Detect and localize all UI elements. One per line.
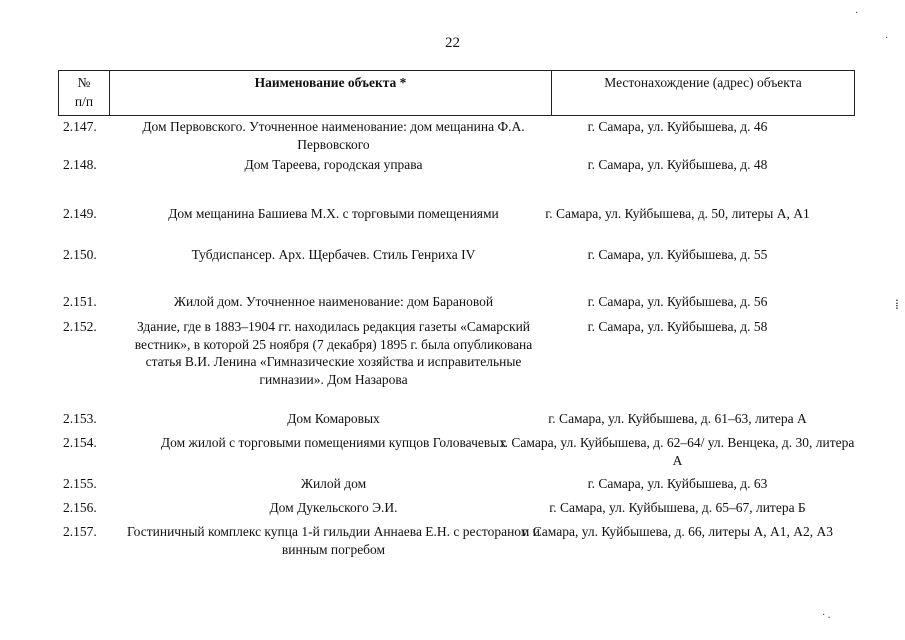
object-address: г. Самара, ул. Куйбышева, д. 63 xyxy=(587,476,768,491)
object-address: г. Самара, ул. Куйбышева, д. 55 xyxy=(587,247,768,262)
object-name: Жилой дом. Уточненное наименование: дом Барановой xyxy=(173,294,494,309)
object-name: Гостиничный комплекс купца 1-й гильдии Аннаева Е.Н. с рестораном и винным погребом xyxy=(127,524,540,557)
object-address: г. Самара, ул. Куйбышева, д. 50, литеры А, А1 xyxy=(545,206,810,221)
object-name: Дом жилой с торговыми помещениями купцов Головачевых xyxy=(160,435,507,450)
row-number: 2.148. xyxy=(63,157,97,172)
row-number: 2.152. xyxy=(63,319,97,334)
object-address: г. Самара, ул. Куйбышева, д. 46 xyxy=(587,119,768,134)
scan-speck: ⁞ xyxy=(895,298,899,313)
object-name: Дом Первовского. Уточненное наименование: дом мещанина Ф.А. Первовского xyxy=(142,119,525,152)
header-address-column: Местонахождение (адрес) объекта xyxy=(604,75,802,90)
row-number: 2.154. xyxy=(63,435,97,450)
row-number: 2.149. xyxy=(63,206,97,221)
object-address: г. Самара, ул. Куйбышева, д. 61–63, литера А xyxy=(548,411,807,426)
object-name: Дом мещанина Башиева М.Х. с торговыми помещениями xyxy=(168,206,499,221)
row-number: 2.153. xyxy=(63,411,97,426)
row-number: 2.157. xyxy=(63,524,97,539)
row-number: 2.156. xyxy=(63,500,97,515)
object-address: г. Самара, ул. Куйбышева, д. 48 xyxy=(587,157,768,172)
object-name: Тубдиспансер. Арх. Щербачев. Стиль Генриха IV xyxy=(191,247,476,262)
object-name: Дом Тареева, городская управа xyxy=(244,157,423,172)
row-number: 2.150. xyxy=(63,247,97,262)
object-name: Дом Дукельского Э.И. xyxy=(269,500,398,515)
scan-speck: · xyxy=(885,33,889,44)
header-number-line2: п/п xyxy=(74,94,94,109)
header-name-column: Наименование объекта * xyxy=(110,71,552,115)
row-number: 2.155. xyxy=(63,476,97,491)
page-number: 22 xyxy=(445,35,460,51)
object-address: г. Самара, ул. Куйбышева, д. 56 xyxy=(587,294,768,309)
scan-speck: · . xyxy=(822,610,831,621)
object-address: г. Самара, ул. Куйбышева, д. 66, литеры А, А1, А2, А3 xyxy=(522,524,833,539)
object-name: Жилой дом xyxy=(300,476,367,491)
header-number-line1: № xyxy=(77,75,91,90)
object-name: Здание, где в 1883–1904 гг. находилась редакция газеты «Самарский вестник», в которой 25 ноября (7 декабря) 1895 г. была опубликована статья В.И. Ленина «Гимназические хозяйства и исправительные гимназии». Дом Назарова xyxy=(134,319,533,387)
row-number: 2.151. xyxy=(63,294,97,309)
object-address: г. Самара, ул. Куйбышева, д. 65–67, литера Б xyxy=(549,500,806,515)
table-header xyxy=(58,70,855,116)
header-number-column xyxy=(59,71,110,115)
object-address: г. Самара, ул. Куйбышева, д. 62–64/ ул. Венцека, д. 30, литера А xyxy=(500,435,855,468)
scan-speck: · xyxy=(855,8,859,19)
row-number: 2.147. xyxy=(63,119,97,134)
object-address: г. Самара, ул. Куйбышева, д. 58 xyxy=(587,319,768,334)
object-name: Дом Комаровых xyxy=(287,411,380,426)
